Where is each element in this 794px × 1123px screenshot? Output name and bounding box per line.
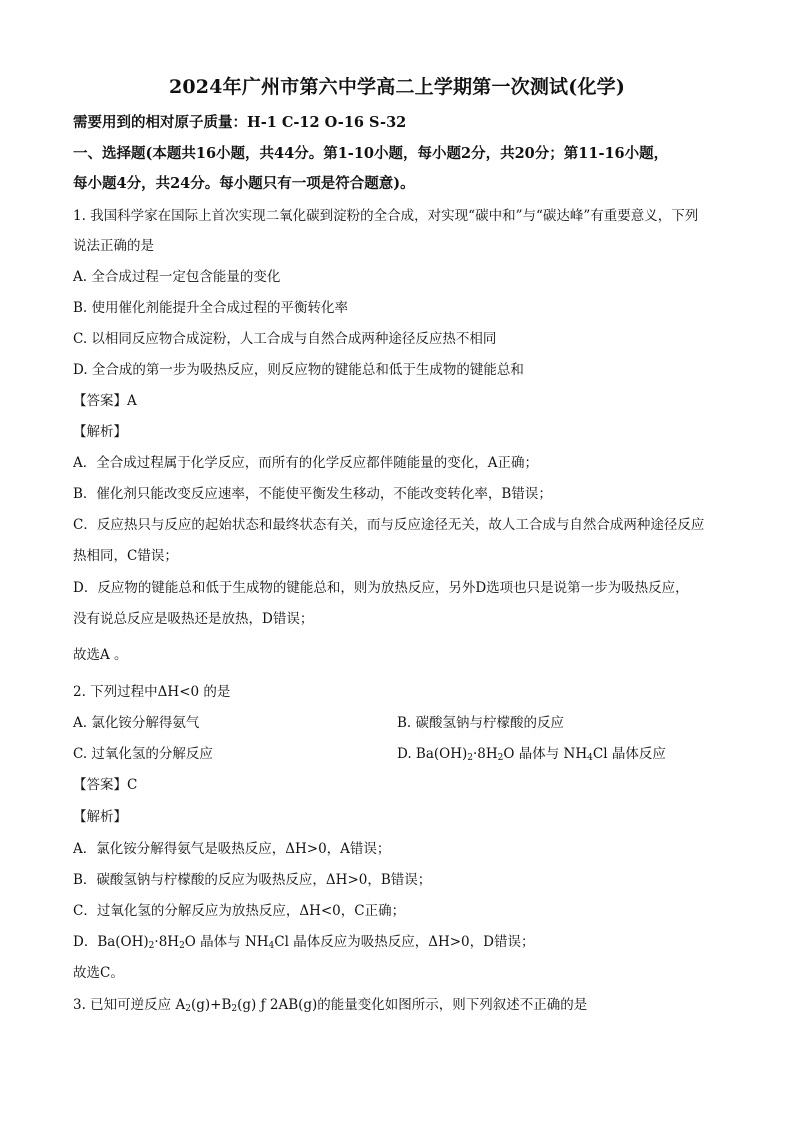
q2-stem: 2. 下列过程中ΔH<0 的是 [73,684,231,700]
q2-option-a: A. 氯化铵分解得氨气 [73,715,200,731]
q2-option-d: D. $Ba(OH)_2\cdot 8H_2O$ 晶体与 $NH_4Cl$ 晶体反应 [397,746,666,763]
q1-answer: 【答案】A [73,393,137,409]
q1-explanation-d-line2: 没有说总反应是吸热还是放热，D错误； [73,611,314,627]
q1-analysis-label: 【解析】 [73,424,127,440]
q2-explanation-c: C．过氧化氢的分解反应为放热反应，ΔH<0，C正确； [73,903,406,919]
q2-option-c: C. 过氧化氢的分解反应 [73,746,213,762]
page-title: 2024年广州市第六中学高二上学期第一次测试(化学) [168,76,626,98]
q2-explanation-a: A．氯化铵分解得氨气是吸热反应，ΔH>0，A错误； [73,841,391,857]
section-heading-line1: 一、选择题(本题共16小题，共44分。第1-10小题，每小题2分，共20分；第11-16小题， [73,145,669,162]
q1-explanation-c-line1: C．反应热只与反应的起始状态和最终状态有关，而与反应途径无关，故人工合成与自然合成两种途径反应 [73,517,705,533]
q1-explanation-a: A．全合成过程属于化学反应，而所有的化学反应都伴随能量的变化，A正确； [73,455,538,471]
q2-answer: 【答案】C [73,777,138,793]
atomic-mass-line: 需要用到的相对原子质量：H-1 C-12 O-16 S-32 [73,114,407,131]
q1-explanation-d-line1: D．反应物的键能总和低于生成物的键能总和，则为放热反应，另外D选项也只是说第一步为吸热反应， [73,580,689,596]
q1-explanation-c-line2: 热相同，C错误； [73,548,178,564]
q1-option-a: A. 全合成过程一定包含能量的变化 [73,269,281,285]
q1-option-b: B. 使用催化剂能提升全合成过程的平衡转化率 [73,300,349,316]
q1-explanation-b: B．催化剂只能改变反应速率，不能使平衡发生移动，不能改变转化率，B错误； [73,486,552,502]
q3-stem: 3. 已知可逆反应 $A_2(g)+B_2(g)$ ƒ 2AB(g)的能量变化如图所示，则下列叙述不正确的是 [73,997,588,1014]
q2-explanation-d: D．$Ba(OH)_2\cdot 8H_2O$ 晶体与 $NH_4Cl$ 晶体反应为吸热反应，ΔH>0，D错误； [73,934,535,951]
q1-stem-line2: 说法正确的是 [73,238,154,254]
q2-option-b: B. 碳酸氢钠与柠檬酸的反应 [397,715,565,731]
q2-conclusion: 故选C。 [73,965,124,981]
q1-option-c: C. 以相同反应物合成淀粉，人工合成与自然合成两种途径反应热不相同 [73,331,497,347]
q2-explanation-b: B．碳酸氢钠与柠檬酸的反应为吸热反应，ΔH>0，B错误； [73,872,432,888]
q1-conclusion: 故选A 。 [73,647,128,663]
q1-option-d: D. 全合成的第一步为吸热反应，则反应物的键能总和低于生成物的键能总和 [73,362,524,378]
q1-stem-line1: 1. 我国科学家在国际上首次实现二氧化碳到淀粉的全合成，对实现“碳中和”与“碳达峰”有重要意义，下列 [73,208,699,224]
q2-analysis-label: 【解析】 [73,809,127,825]
section-heading-line2: 每小题4分，共24分。每小题只有一项是符合题意)。 [73,175,415,192]
